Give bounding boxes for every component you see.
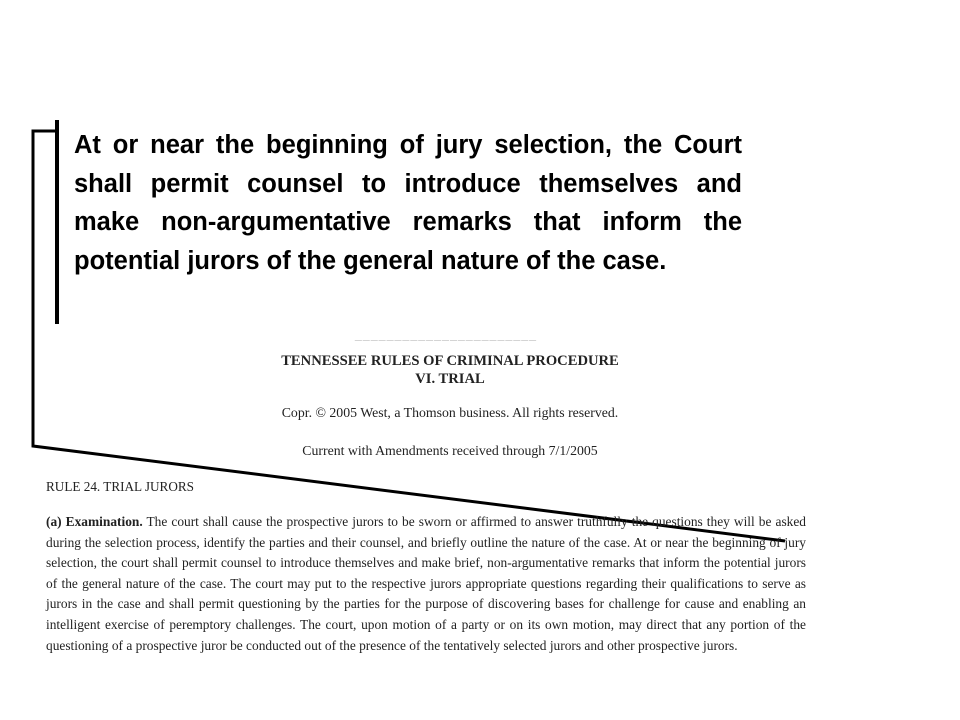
faint-header-remnant: ▔▔▔▔▔▔▔▔▔▔▔▔▔▔▔▔▔▔▔▔▔▔▔ bbox=[354, 340, 538, 348]
rule-heading: RULE 24. TRIAL JURORS bbox=[46, 479, 195, 494]
currency-line: Current with Amendments received through 7/1/2005 bbox=[302, 443, 598, 458]
copyright-line: Copr. © 2005 West, a Thomson business. All rights reserved. bbox=[281, 405, 619, 420]
callout-quote: At or near the beginning of jury selection, the Court shall permit counsel to introduce themselves and make non-argumentative remarks that inform the potential jurors of the general nature of the case. bbox=[74, 131, 742, 275]
document-title: TENNESSEE RULES OF CRIMINAL PROCEDURE bbox=[281, 353, 619, 369]
document-subtitle: VI. TRIAL bbox=[415, 371, 485, 387]
rule-section-a bbox=[46, 512, 806, 656]
section-text: The court shall cause the prospective jurors to be sworn or affirmed to answer truthfully the questions they will be asked during the selection process, identify the parties and their counsel, and briefly outline the nature of the case. At or near the beginning of jury selection, the court shall permit counsel to introduce themselves and make brief, non-argumentative remarks that inform the potential jurors of the general nature of the case. The court may put to the respective jurors appropriate questions regarding their qualifications to serve as jurors in the case and shall permit questioning by the parties for the purpose of discovering bases for challenge for cause and enabling an intelligent exercise of peremptory challenges. The court, upon motion of a party or on its own motion, may direct that any portion of the questioning of a prospective juror be conducted out of the presence of the tentatively selected jurors and other prospective jurors. bbox=[46, 514, 806, 653]
section-label: (a) Examination. bbox=[46, 514, 143, 529]
